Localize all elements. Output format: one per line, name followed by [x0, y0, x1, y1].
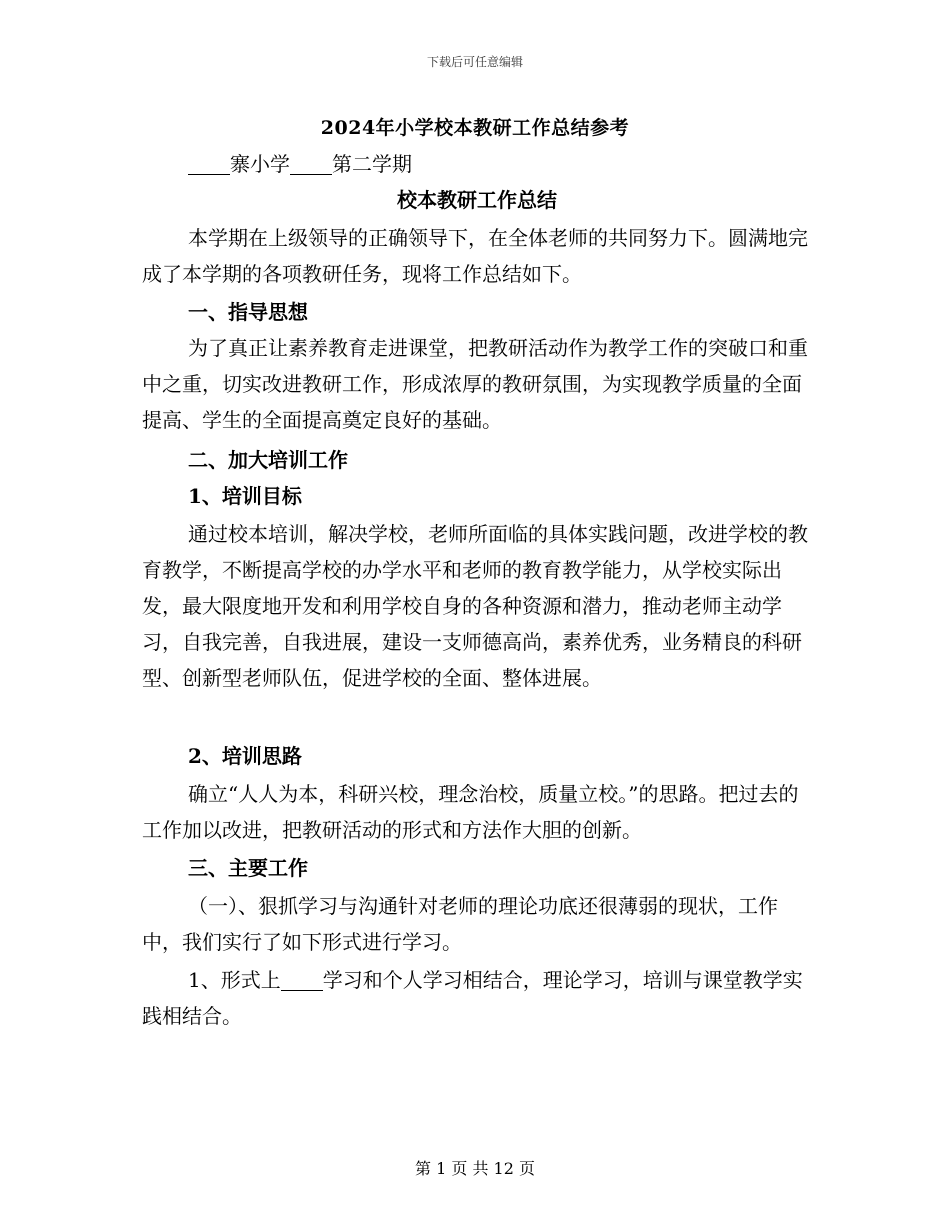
- section3-heading: 三、主要工作: [188, 856, 308, 880]
- document-title: 2024年小学校本教研工作总结参考: [320, 117, 630, 139]
- sub1-paragraph: 通过校本培训，解决学校，老师所面临的具体实践问题，改进学校的教育教学，不断提高学校的办学水平和老师的教育教学能力，从学校实际出发，最大限度地开发和利用学校自身的各种资源和潜力，推动老师主动学习，自我完善，自我进展，建设一支师德高尚，素养优秀，业务精良的科研型、创新型老师队伍，促进学校的全面、整体进展。: [142, 522, 808, 690]
- section1-paragraph: 为了真正让素养教育走进课堂，把教研活动作为教学工作的突破口和重中之重，切实改进教研工作，形成浓厚的教研氛围，为实现教学质量的全面提高、学生的全面提高奠定良好的基础。: [142, 336, 808, 432]
- sub2-heading: 2、培训思路: [188, 744, 302, 768]
- school-line-part1: 寨小学: [230, 152, 290, 176]
- intro-paragraph: 本学期在上级领导的正确领导下，在全体老师的共同努力下。圆满地完成了本学期的各项教研任务，现将工作总结如下。: [142, 226, 808, 286]
- page-number: 第 1 页 共 12 页: [415, 1159, 535, 1178]
- document-subtitle: 校本教研工作总结: [397, 188, 557, 212]
- blank-underline: [188, 154, 230, 175]
- page-header-note: 下载后可任意编辑: [426, 55, 523, 69]
- blank-underline: [290, 154, 332, 175]
- school-line-part2: 第二学期: [332, 152, 412, 176]
- section1-heading: 一、指导思想: [188, 300, 308, 324]
- school-line: [142, 146, 812, 182]
- section2-heading: 二、加大培训工作: [188, 448, 348, 472]
- item2-part1: 1、形式上: [188, 968, 281, 992]
- item2-paragraph: [142, 962, 812, 1034]
- blank-underline: [281, 970, 323, 991]
- item2-part2: 学习和个人学习相结合，理论学习，培训与课堂教学实践相结合。: [142, 968, 803, 1028]
- item1-paragraph: （一）、狠抓学习与沟通针对老师的理论功底还很薄弱的现状，工作中，我们实行了如下形式进行学习。: [142, 894, 778, 954]
- sub1-heading: 1、培训目标: [188, 484, 302, 508]
- sub2-paragraph: 确立“人人为本，科研兴校，理念治校，质量立校。”的思路。把过去的工作加以改进，把教研活动的形式和方法作大胆的创新。: [142, 782, 799, 842]
